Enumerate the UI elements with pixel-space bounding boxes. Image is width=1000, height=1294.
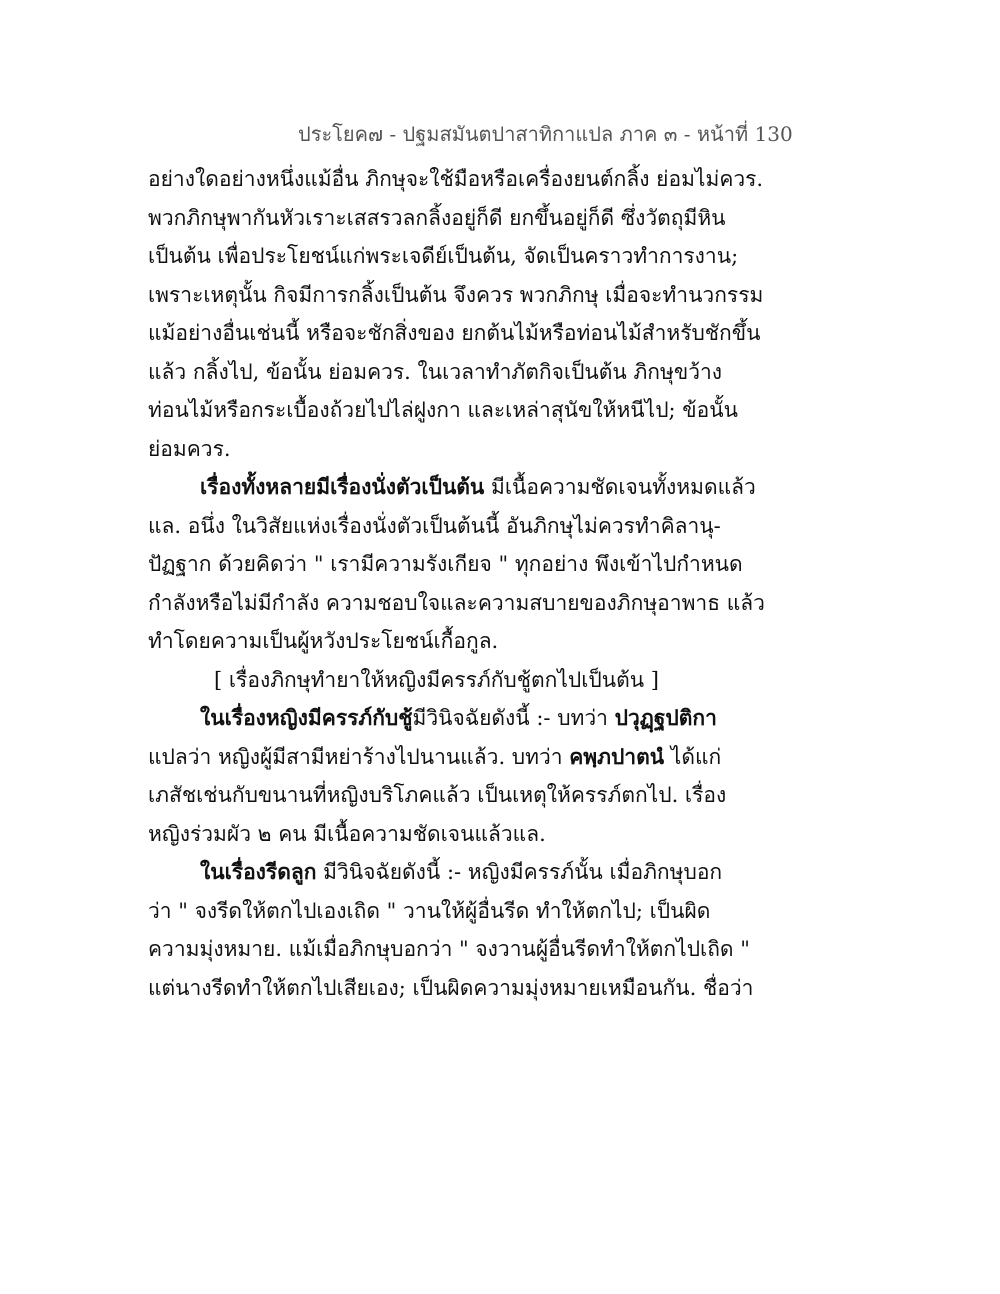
text-line: หญิงร่วมผัว ๒ คน มีเนื้อความชัดเจนแล้วแล. [148, 821, 546, 846]
text-line: ท่อนไม้หรือกระเบื้องถ้วยไปไล่ฝูงกา และเหล่าสุนัขให้หนีไป; ข้อนั้น [148, 398, 738, 422]
text-line: ว่า " จงรีดให้ตกไปเองเถิด " วานให้ผู้อื่นรีด ทำให้ตกไป; เป็นผิด [148, 898, 711, 923]
bold-phrase: ในเรื่องรีดลูก [200, 859, 317, 884]
text-line: แล้ว กลิ้งไป, ข้อนั้น ย่อมควร. ในเวลาทำภัตกิจเป็นต้น ภิกษุขว้าง [148, 359, 723, 384]
bold-phrase: ในเรื่องหญิงมีครรภ์กับชู้ [200, 705, 413, 730]
running-header: ประโยค๗ - ปฐมสมันตปาสาทิกาแปล ภาค ๓ - หน้าที่ 130 [298, 122, 793, 146]
text-span: ได้แก่ [664, 744, 722, 769]
text-line: แม้อย่างอื่นเช่นนี้ หรือจะชักสิ่งของ ยกต้นไม้หรือท่อนไม้สำหรับชักขึ้น [148, 321, 761, 345]
text-line [148, 738, 722, 777]
text-span: แปลว่า หญิงผู้มีสามีหย่าร้างไปนานแล้ว. บทว่า [148, 744, 570, 769]
text-line: แต่นางรีดทำให้ตกไปเสียเอง; เป็นผิดความมุ่งหมายเหมือนกัน. ชื่อว่า [148, 975, 754, 1000]
text-line: เป็นต้น เพื่อประโยชน์แก่พระเจดีย์เป็นต้น, จัดเป็นคราวทำการงาน; [148, 244, 739, 268]
text-line: อย่างใดอย่างหนึ่งแม้อื่น ภิกษุจะใช้มือหรือเครื่องยนต์กลิ้ง ย่อมไม่ควร. [148, 167, 764, 191]
text-line: ปัฏฐาก ด้วยคิดว่า " เรามีความรังเกียจ " ทุกอย่าง พึงเข้าไปกำหนด [148, 552, 743, 576]
text-line: เพราะเหตุนั้น กิจมีการกลิ้งเป็นต้น จึงควร พวกภิกษุ เมื่อจะทำนวกรรม [148, 282, 764, 307]
paragraph-start-line [148, 699, 717, 738]
text-line: แล. อนึ่ง ในวิสัยแห่งเรื่องนั่งตัวเป็นต้นนี้ อันภิกษุไม่ควรทำคิลานุ- [148, 513, 721, 538]
text-line: พวกภิกษุพากันหัวเราะเสสรวลกลิ้งอยู่ก็ดี ยกขึ้นอยู่ก็ดี ซึ่งวัตถุมีหิน [148, 205, 726, 230]
text-span: มีวินิจฉัยดังนี้ :- บทว่า [412, 706, 615, 730]
text-span: มีเนื้อความชัดเจนทั้งหมดแล้ว [484, 475, 756, 499]
bold-phrase: เรื่องทั้งหลายมีเรื่องนั่งตัวเป็นต้น [200, 474, 485, 499]
bold-term: ปวุฏฺฐปติกา [614, 705, 717, 730]
section-subheading: [ เรื่องภิกษุทำยาให้หญิงมีครรภ์กับชู้ตกไปเป็นต้น ] [214, 667, 659, 692]
bold-term: คพฺภปาตนํ [569, 743, 665, 769]
body-text [148, 160, 765, 1007]
paragraph-start-line [148, 853, 723, 892]
text-line: เภสัชเช่นกับขนานที่หญิงบริโภคแล้ว เป็นเหตุให้ครรภ์ตกไป. เรื่อง [148, 783, 727, 807]
text-line: กำลังหรือไม่มีกำลัง ความชอบใจและความสบายของภิกษุอาพาธ แล้ว [148, 590, 765, 615]
text-span: มีวินิจฉัยดังนี้ :- หญิงมีครรภ์นั้น เมื่อภิกษุบอก [316, 860, 723, 884]
text-line: ทำโดยความเป็นผู้หวังประโยชน์เกื้อกูล. [148, 629, 499, 653]
paragraph-start-line [148, 468, 756, 507]
text-line: ความมุ่งหมาย. แม้เมื่อภิกษุบอกว่า " จงวานผู้อื่นรีดทำให้ตกไปเถิด " [148, 937, 750, 961]
text-line: ย่อมควร. [148, 436, 231, 461]
